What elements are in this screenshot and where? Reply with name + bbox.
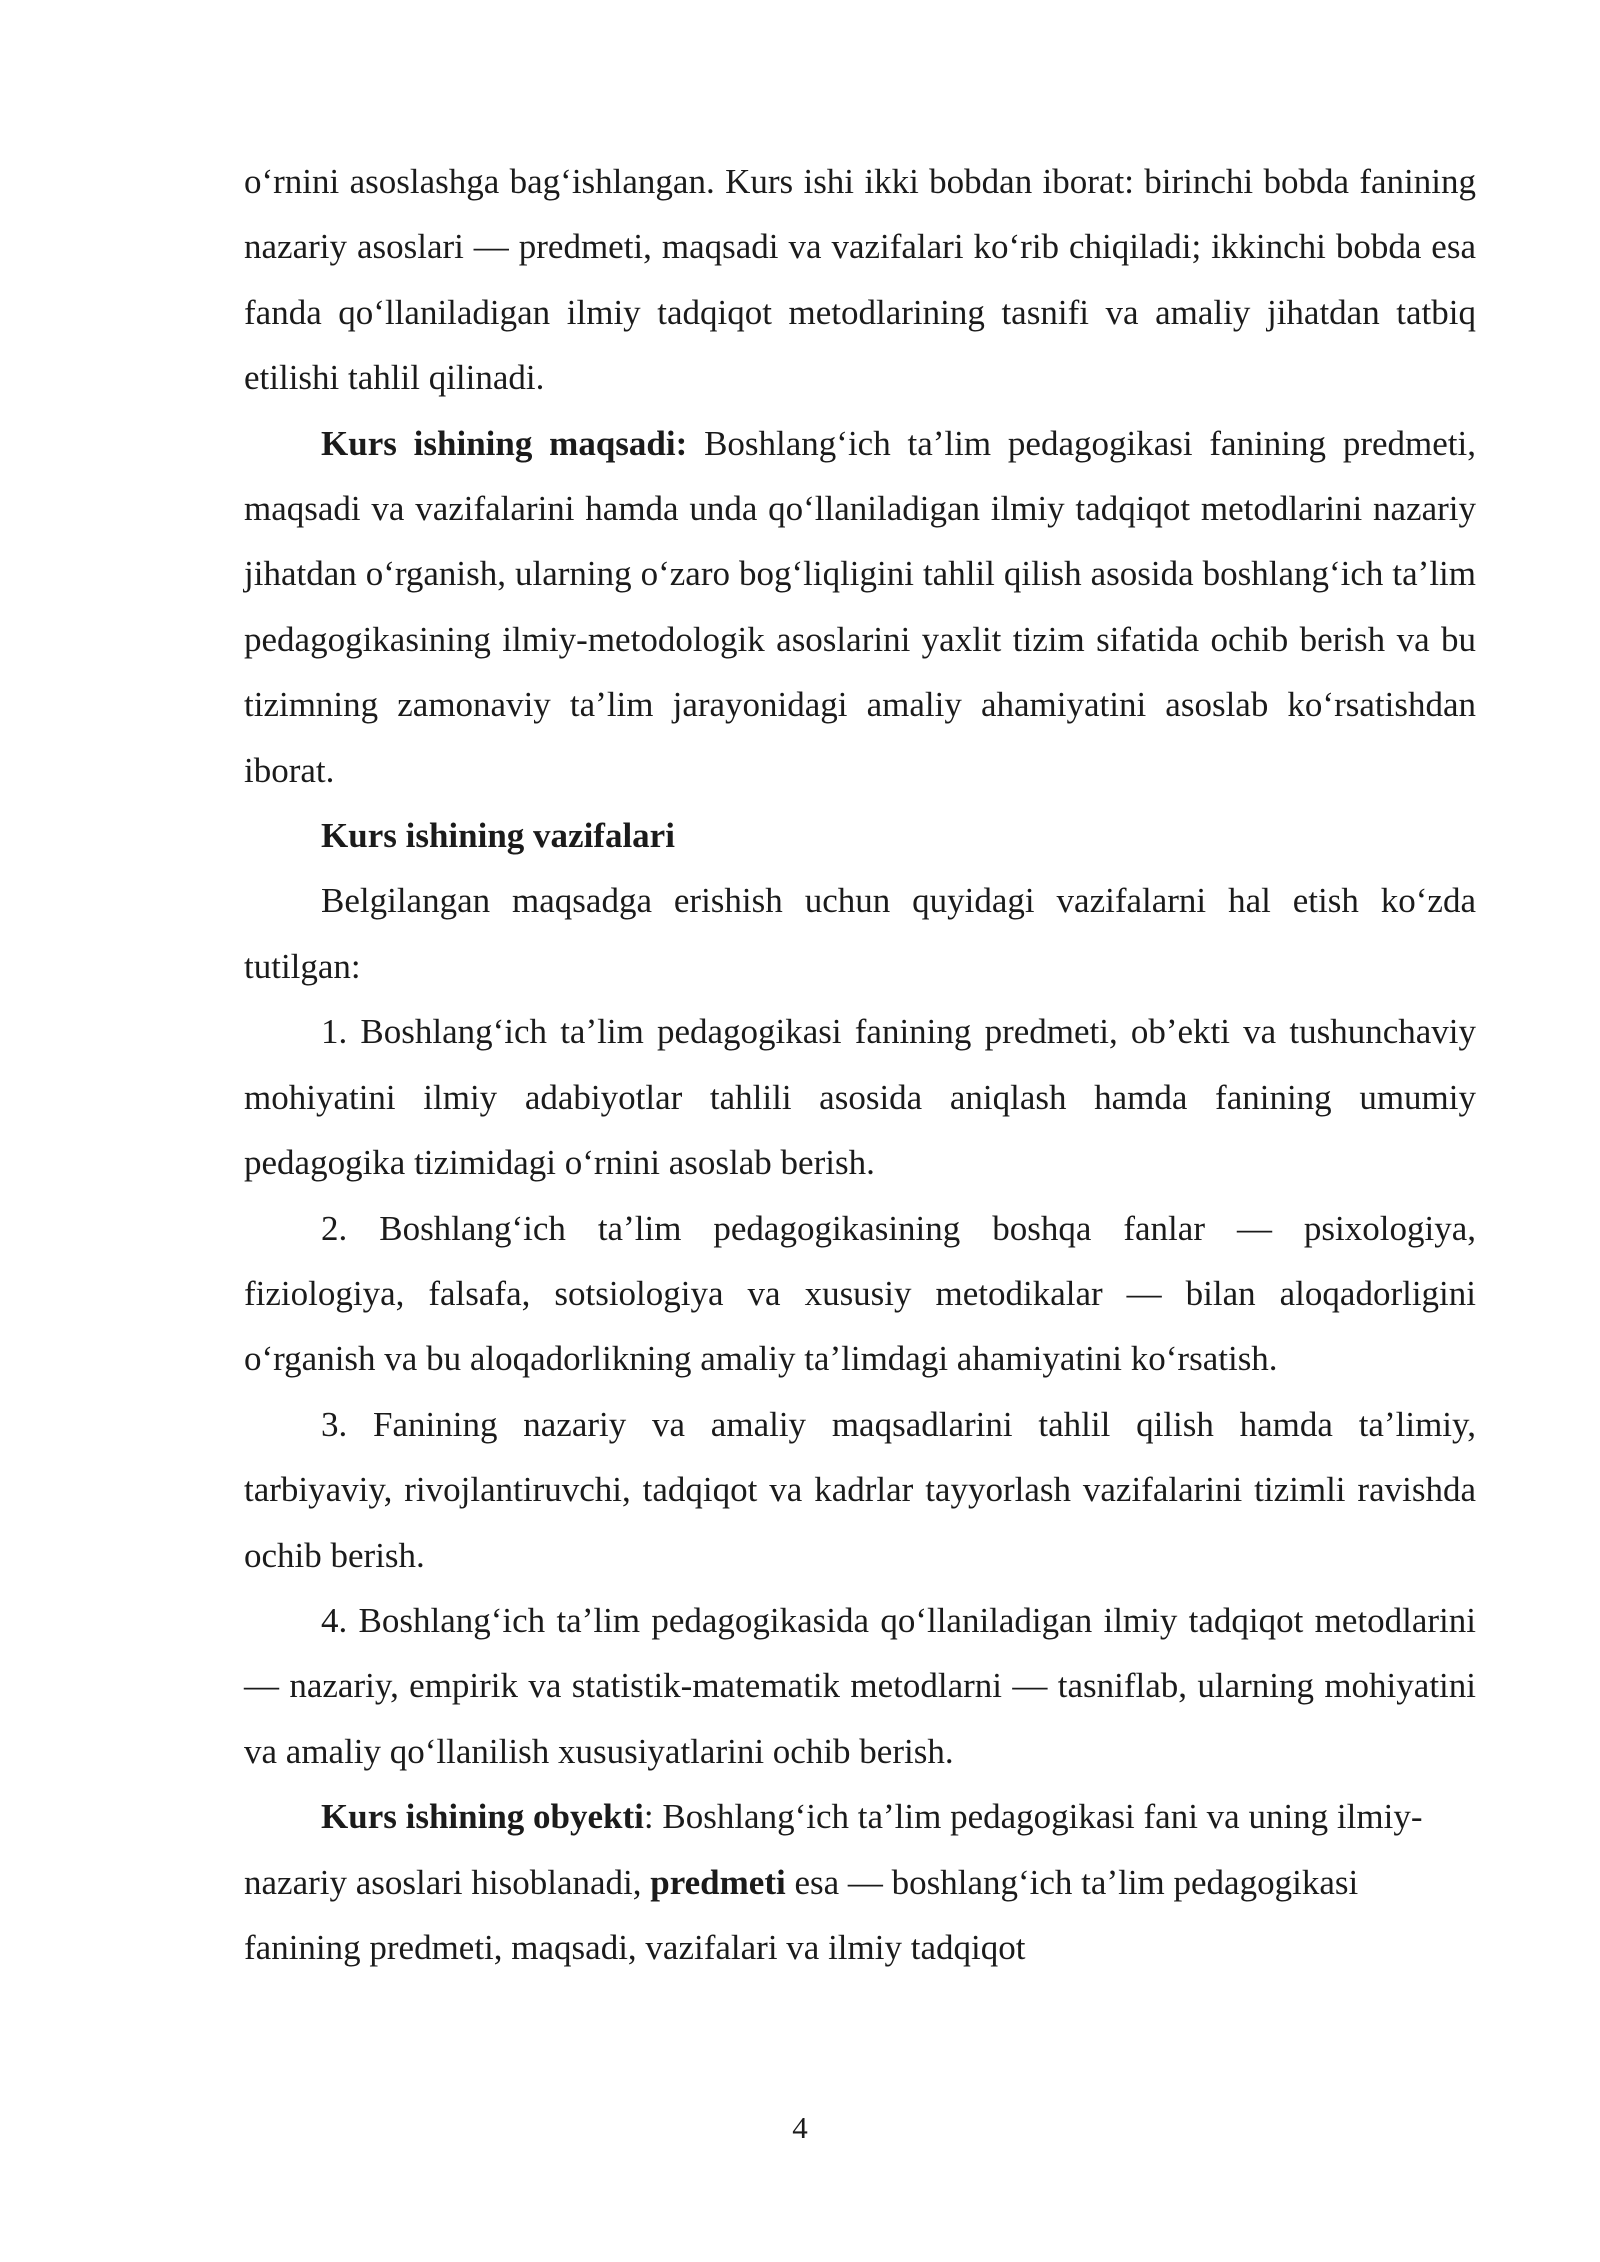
page-number: 4 xyxy=(792,2110,808,2145)
goal-label: Kurs ishining maqsadi: xyxy=(321,423,688,463)
goal-text: Boshlangʻich taʼlim pedagogikasi fanining predmeti, maqsadi va vazifalarini hamda unda qoʻllaniladigan ilmiy tadqiqot metodlarini nazariy jihatdan oʻrganish, ularning oʻzaro bogʻliqligini tahlil qilish asosida boshlangʻich taʼlim pedagogikasining ilmiy-metodologik asoslarini yaxlit tizim sifatida ochib berish va bu tizimning zamonaviy taʼlim jarayonidagi amaliy ahamiyatini asoslab koʻrsatishdan iborat. xyxy=(244,423,1476,790)
object-text: : Boshlangʻich taʼlim pedagogikasi fani va uning ilmiy-nazariy asoslari hisoblanadi, xyxy=(244,1797,1423,1902)
task-item: 4. Boshlangʻich taʼlim pedagogikasida qoʻllaniladigan ilmiy tadqiqot metodlarini — nazariy, empirik va statistik-matematik metodlarni — tasniflab, ularning mohiyatini va amaliy qoʻllanilish xususiyatlarini ochib berish. xyxy=(244,1600,1476,1771)
subject-text: esa — boshlangʻich taʼlim pedagogikasi fanining predmeti, maqsadi, vazifalari va ilmiy tadqiqot xyxy=(244,1862,1359,1967)
intro-paragraph: oʻrnini asoslashga bagʻishlangan. Kurs ishi ikki bobdan iborat: birinchi bobda fanining nazariy asoslari — predmeti, maqsadi va vazifalari koʻrib chiqiladi; ikkinchi bobda esa fanda qoʻllaniladigan ilmiy tadqiqot metodlarining tasnifi va amaliy jihatdan tatbiq etilishi tahlil qilinadi. xyxy=(244,162,1476,398)
tasks-intro-paragraph: Belgilangan maqsadga erishish uchun quyidagi vazifalarni hal etish koʻzda tutilgan: xyxy=(244,881,1476,986)
task-item: 2. Boshlangʻich taʼlim pedagogikasining boshqa fanlar — psixologiya, fiziologiya, falsafa, sotsiologiya va xususiy metodikalar — bilan aloqadorligini oʻrganish va bu aloqadorlikning amaliy taʼlimdagi ahamiyatini koʻrsatish. xyxy=(244,1208,1476,1379)
subject-label: predmeti xyxy=(650,1862,786,1902)
task-item: 3. Fanining nazariy va amaliy maqsadlarini tahlil qilish hamda taʼlimiy, tarbiyaviy, rivojlantiruvchi, tadqiqot va kadrlar tayyorlash vazifalarini tizimli ravishda ochib berish. xyxy=(244,1404,1476,1575)
object-label: Kurs ishining obyekti xyxy=(321,1797,644,1837)
goal-paragraph xyxy=(244,411,1476,803)
body-text xyxy=(244,149,1476,1980)
object-paragraph xyxy=(244,1784,1476,1980)
tasks-heading: Kurs ishining vazifalari xyxy=(321,816,675,856)
task-item: 1. Boshlangʻich taʼlim pedagogikasi fanining predmeti, obʼekti va tushunchaviy mohiyatini ilmiy adabiyotlar tahlili asosida aniqlash hamda fanining umumiy pedagogika tizimidagi oʻrnini asoslab berish. xyxy=(244,1012,1476,1183)
